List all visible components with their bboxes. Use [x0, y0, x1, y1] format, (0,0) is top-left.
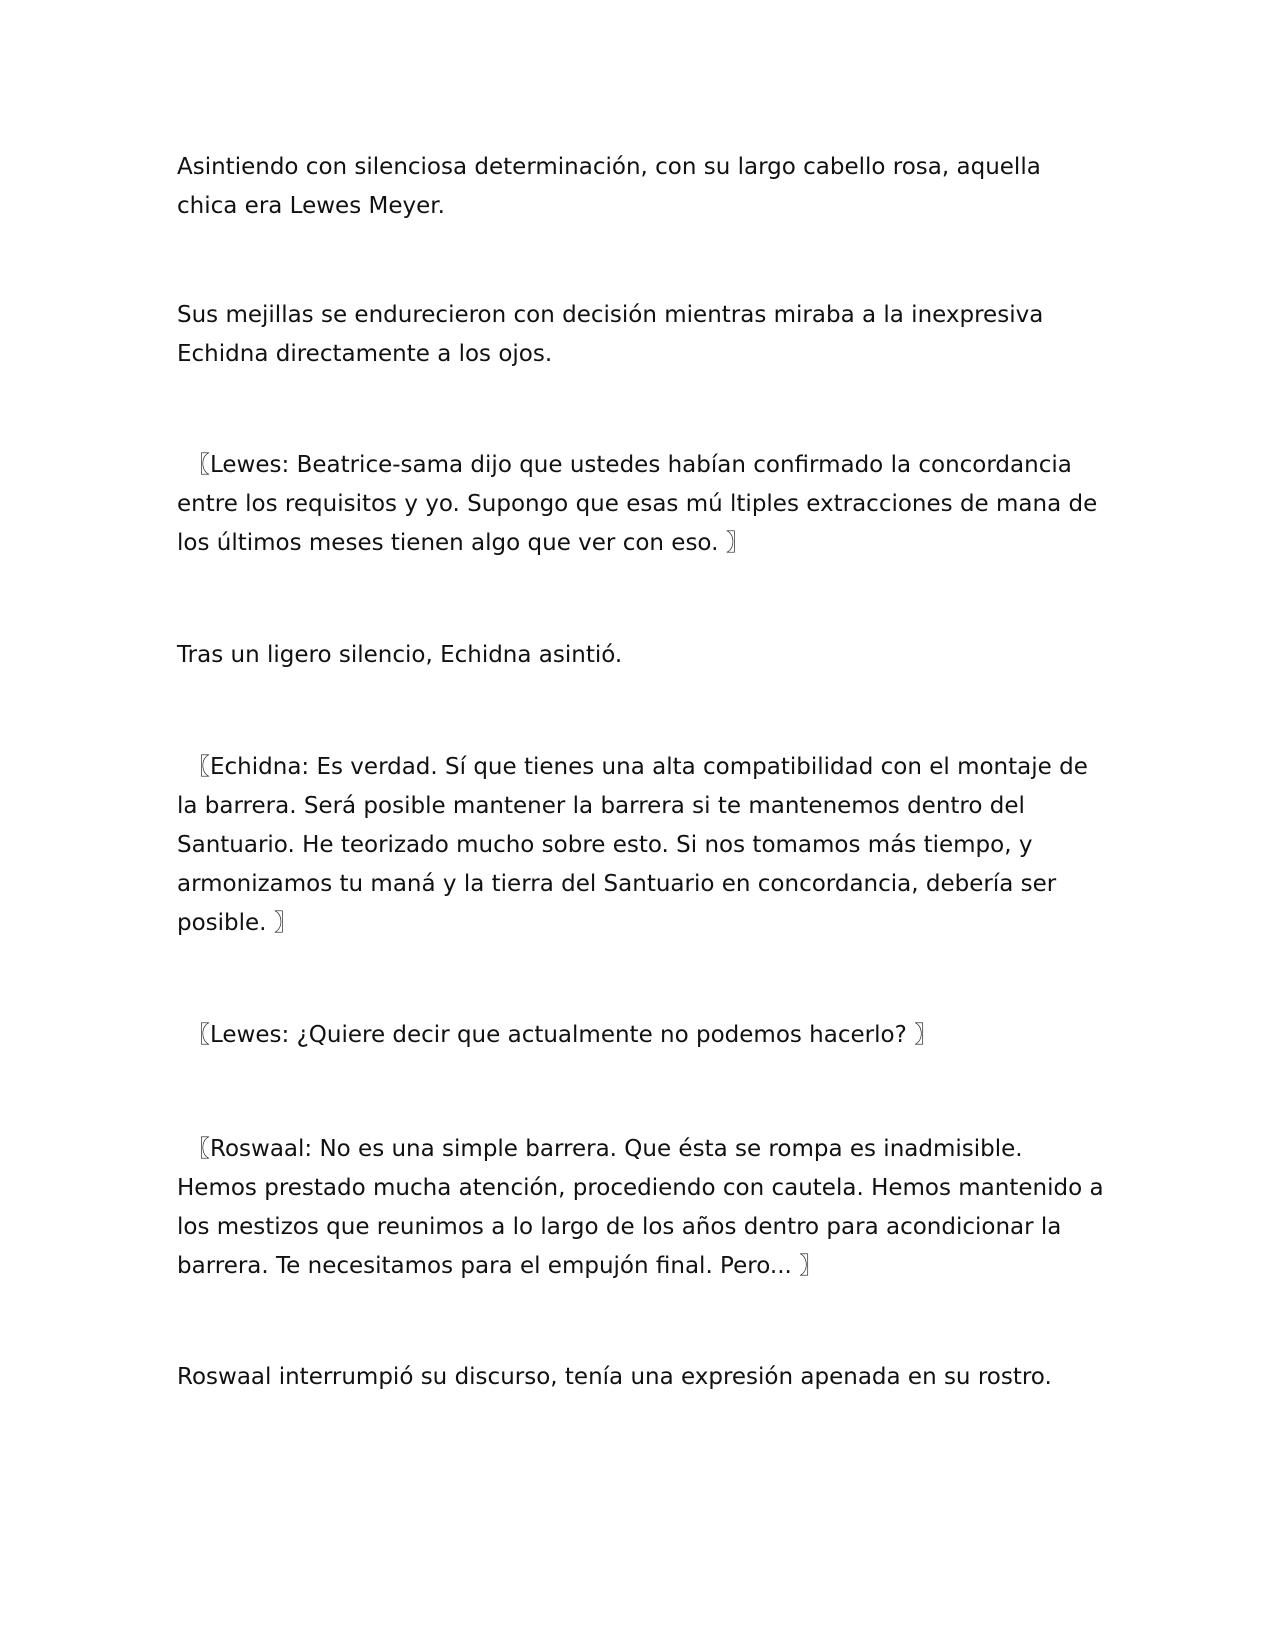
narration-paragraph: Roswaal interrumpió su discurso, tenía una expresión apenada en su rostro. [177, 1364, 1052, 1390]
narration-paragraph: Asintiendo con silenciosa determinación, con su largo cabello rosa, aquella chica era Lewes Meyer. [177, 154, 1041, 219]
narration-paragraph: Tras un ligero silencio, Echidna asintió. [177, 642, 623, 668]
dialogue-paragraph: 〖Lewes: Beatrice-sama dijo que ustedes habían confirmado la concordancia entre los requisitos y yo. Supongo que esas mú ltiples extracciones de mana de los últimos meses tienen algo que ver con eso. 〗 [177, 452, 1098, 556]
dialogue-paragraph: 〖Echidna: Es verdad. Sí que tienes una alta compatibilidad con el montaje de la barrera. Será posible mantener la barrera si te mantenemos dentro del Santuario. He teorizado mucho sobre esto. Si nos tomamos más tiempo, y armonizamos tu maná y la tierra del Santuario en concordancia, debería ser posible. 〗 [177, 754, 1088, 936]
narration-paragraph: Sus mejillas se endurecieron con decisión mientras miraba a la inexpresiva Echidna directamente a los ojos. [177, 302, 1044, 367]
dialogue-paragraph: 〖Lewes: ¿Quiere decir que actualmente no podemos hacerlo? 〗 [187, 1022, 938, 1048]
dialogue-paragraph: 〖Roswaal: No es una simple barrera. Que ésta se rompa es inadmisible. Hemos prestado mucha atención, procediendo con cautela. Hemos mantenido a los mestizos que reunimos a lo largo de los años dentro para acondicionar la barrera. Te necesitamos para el empujón final. Pero... 〗 [177, 1136, 1104, 1279]
